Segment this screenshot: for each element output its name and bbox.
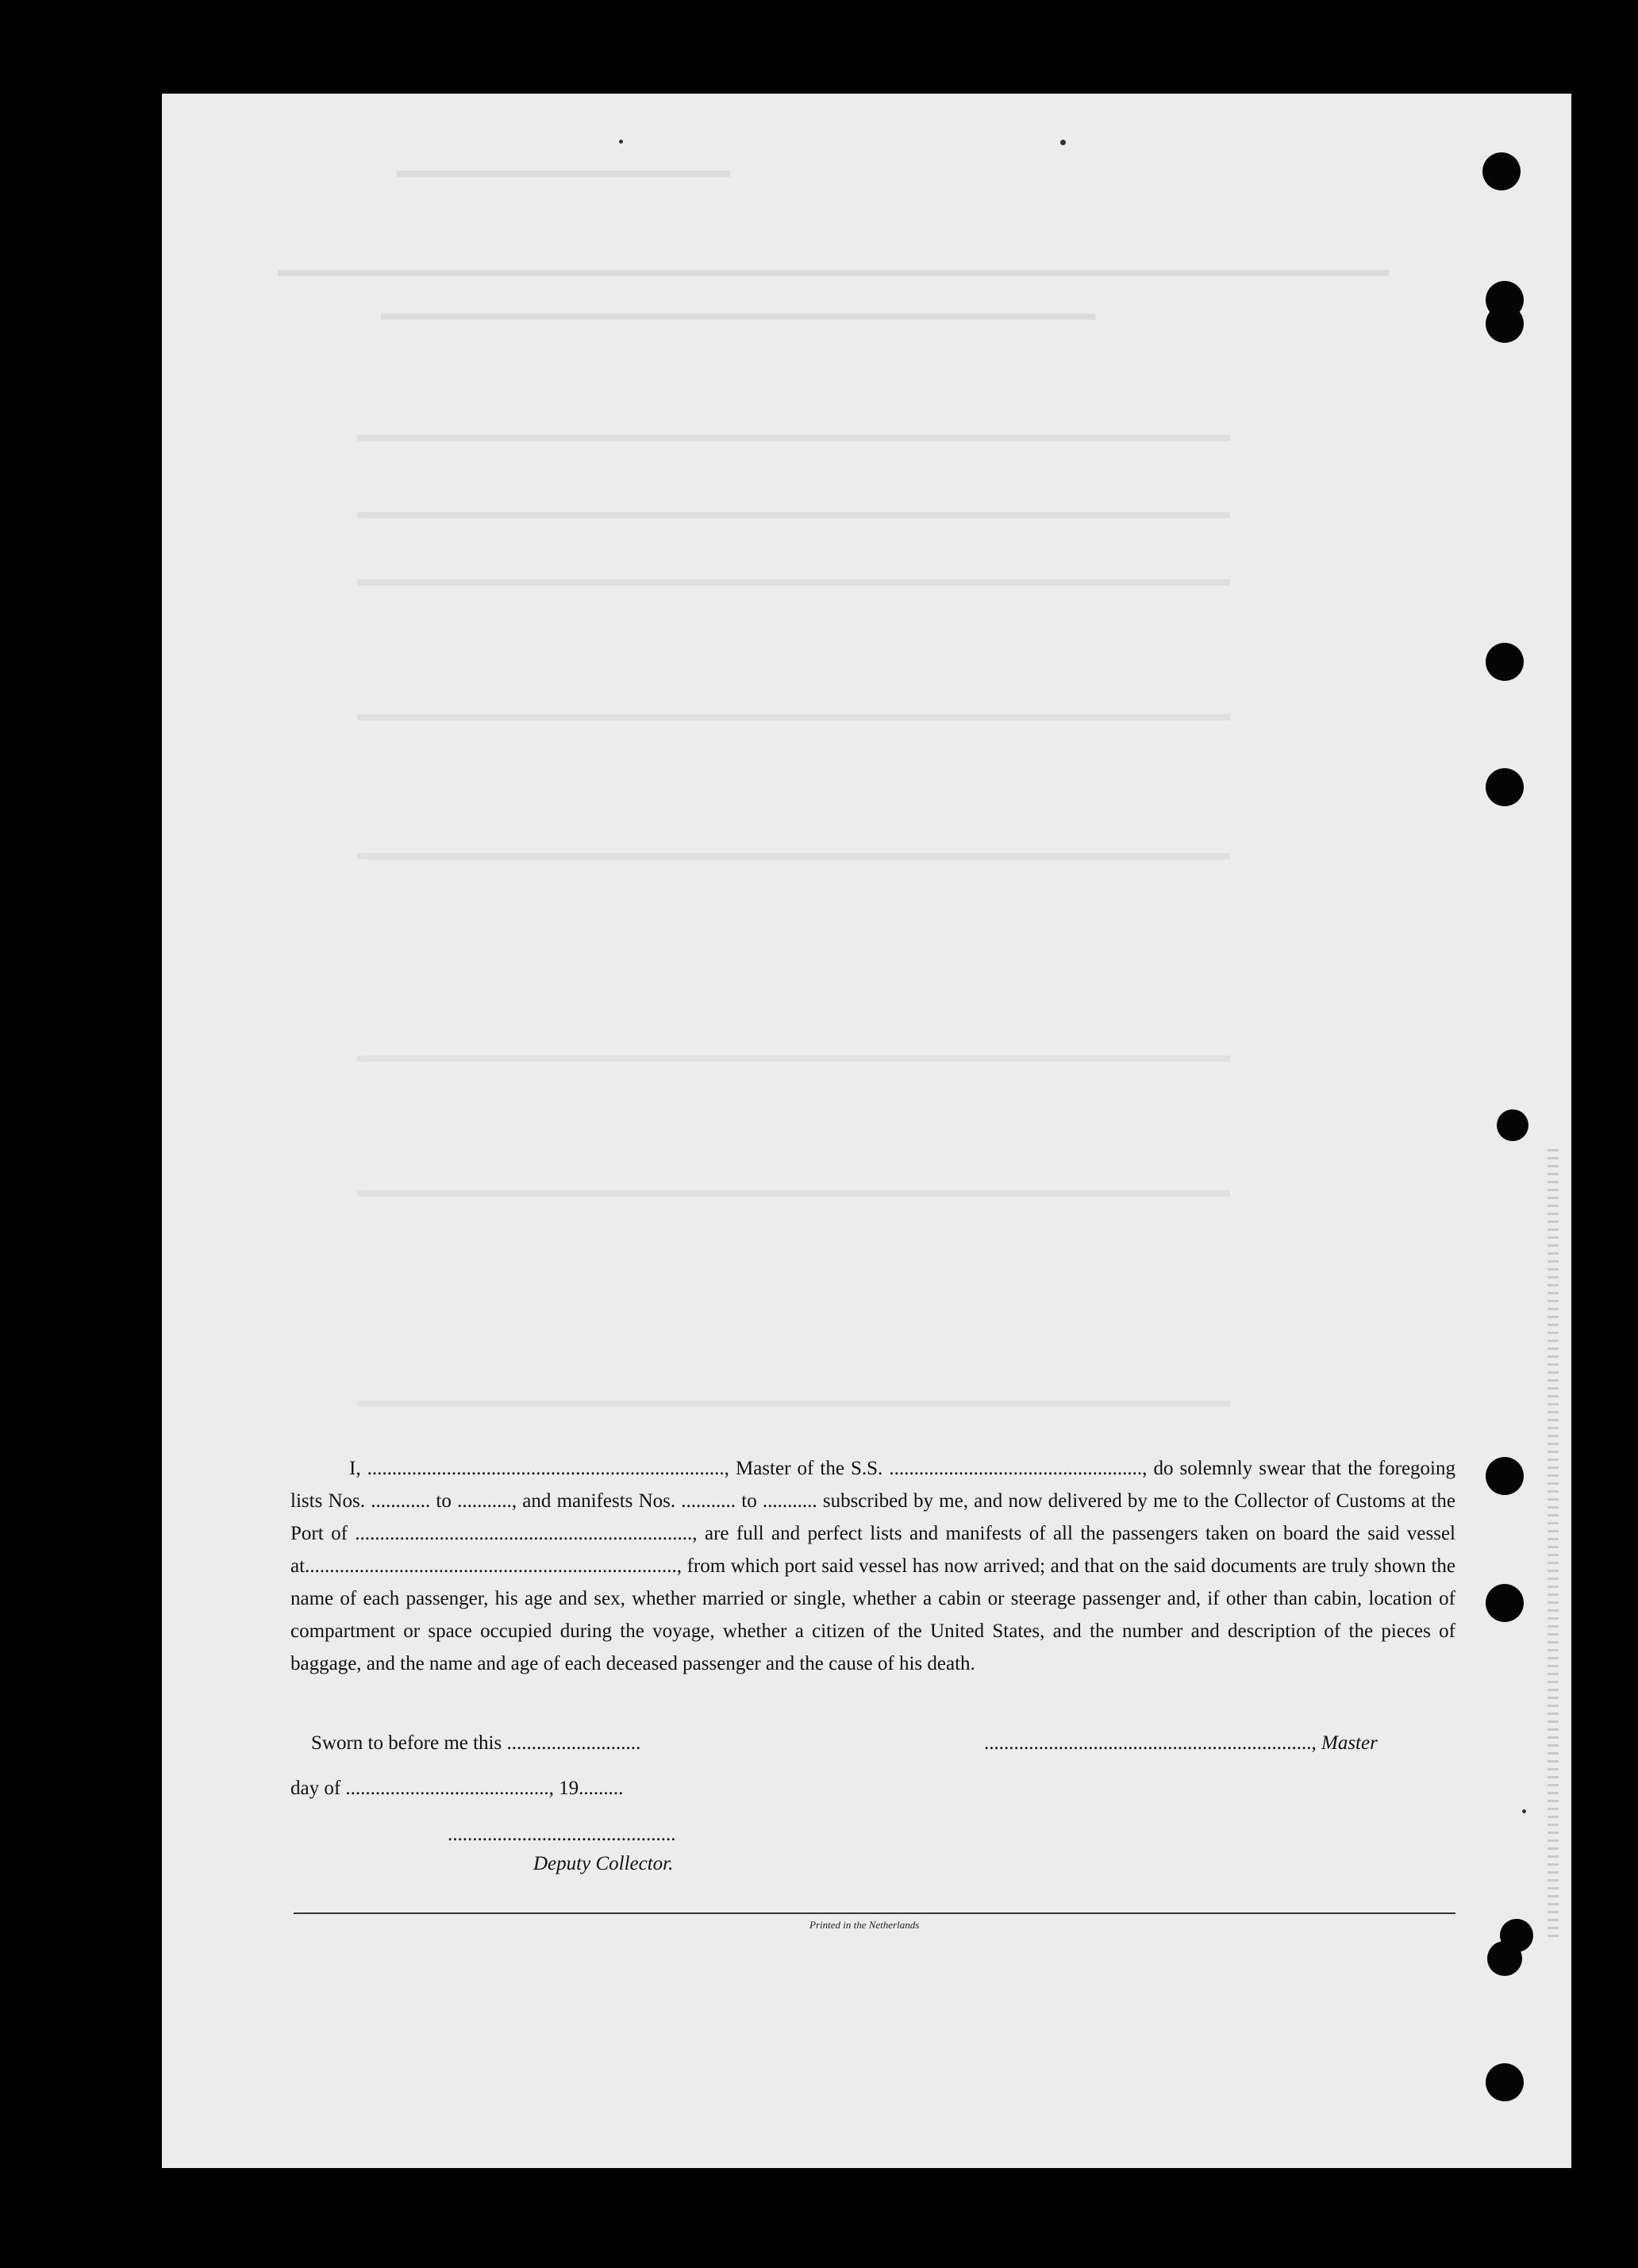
binder-hole	[1486, 2063, 1524, 2101]
bleed-through-row	[357, 512, 1230, 518]
binder-hole	[1486, 305, 1524, 343]
deputy-collector-label	[533, 1853, 673, 1875]
binder-hole	[1486, 1584, 1524, 1622]
day-text: day of ........................................., 19.........	[290, 1778, 624, 1799]
ink-speck	[619, 140, 623, 144]
footer-rule	[294, 1912, 1455, 1914]
master-signature	[984, 1732, 1378, 1755]
ink-speck	[1522, 1809, 1526, 1813]
printer-imprint: Printed in the Netherlands	[809, 1919, 920, 1931]
binder-hole	[1486, 1457, 1524, 1495]
bleed-through-row	[357, 579, 1230, 586]
master-oath	[290, 1452, 1455, 1680]
deputy-label: Deputy Collector.	[533, 1853, 674, 1874]
day-line	[290, 1778, 623, 1800]
sworn-text: Sworn to before me this ...........................	[311, 1732, 641, 1754]
deputy-signature-line	[448, 1824, 676, 1846]
ink-speck	[1060, 140, 1066, 145]
bleed-through-row	[357, 714, 1230, 721]
bleed-through-row	[357, 1401, 1230, 1407]
bleed-through-row	[357, 1190, 1230, 1197]
sworn-line	[311, 1732, 640, 1755]
page-edge-marks	[1548, 1149, 1559, 1943]
oath-text: I, ........................................................................, Master of the S.S. ..................................................., do solemnly swear that the foregoing lists Nos. ............ to ..........., and manifests Nos. ........... to ........... subscribed by me, and now delivered by me to the Collector of Customs at the Port of ...................................................................., are full and perfect lists and manifests of all the passengers taken on board the said vessel at..........................................................................., from which port said vessel has now arrived; and that on the said documents are truly shown the name of each passenger, his age and sex, whether married or single, whether a cabin or steerage passenger and, if other than cabin, location of compartment or space occupied during the voyage, whether a citizen of the United States, and the number and description of the pieces of baggage, and the name and age of each deceased passenger and the cause of his death.	[290, 1458, 1455, 1674]
binder-hole	[1487, 1941, 1522, 1976]
document-page	[162, 94, 1571, 2168]
deputy-line: ..............................................	[448, 1824, 676, 1845]
binder-hole	[1486, 643, 1524, 681]
binder-hole	[1486, 768, 1524, 806]
binder-hole	[1482, 152, 1521, 190]
binder-hole	[1497, 1109, 1528, 1141]
master-label: Master	[1321, 1732, 1378, 1754]
bleed-through-row	[357, 435, 1230, 441]
bleed-through-row	[397, 171, 730, 177]
master-signature-line: ..................................................................,	[984, 1732, 1317, 1754]
bleed-through-row	[381, 313, 1095, 320]
bleed-through-row	[357, 853, 1230, 859]
bleed-through-row	[278, 270, 1389, 276]
bleed-through-row	[357, 1055, 1230, 1062]
